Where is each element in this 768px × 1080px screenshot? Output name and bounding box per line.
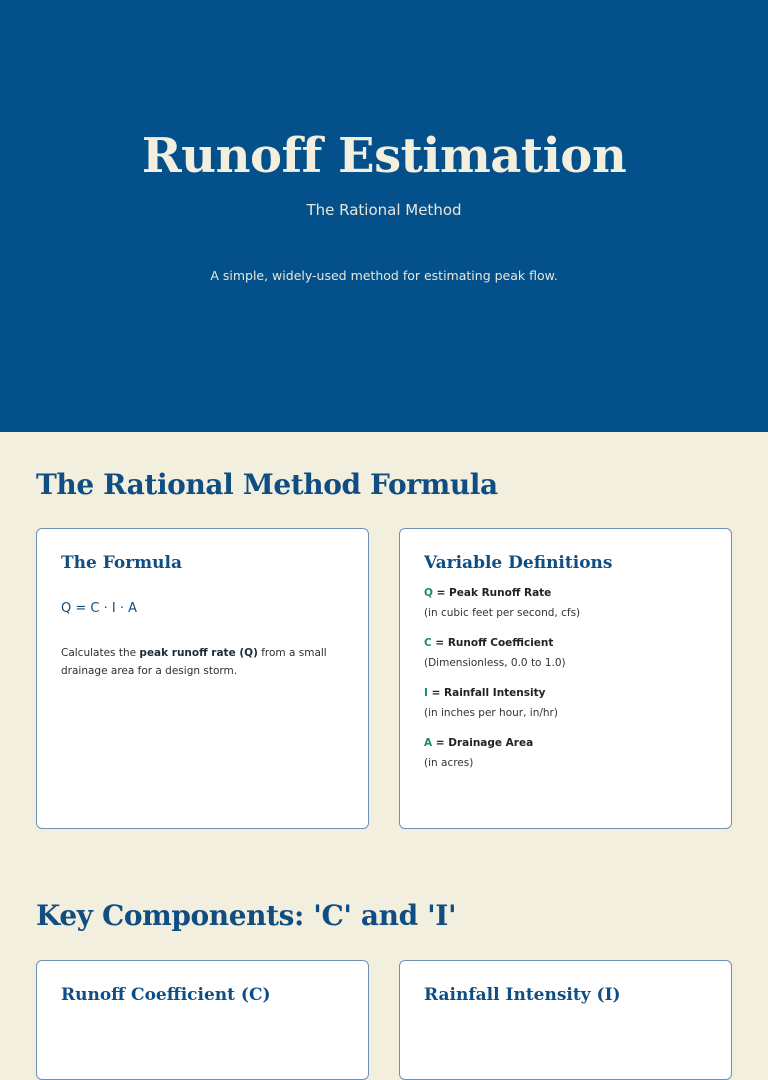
formula-equation: Q = C · I · A xyxy=(61,601,137,616)
variable-symbol: A xyxy=(424,737,433,749)
rainfall-intensity-card xyxy=(399,960,732,1080)
variable-definitions-title: Variable Definitions xyxy=(424,553,613,573)
variable-c xyxy=(424,636,714,670)
variable-symbol: C xyxy=(424,637,432,649)
variable-label xyxy=(424,586,714,600)
formula-card-title: The Formula xyxy=(61,553,183,573)
page-subtitle: The Rational Method xyxy=(306,201,462,219)
variable-i xyxy=(424,686,714,720)
variable-name: = Drainage Area xyxy=(432,737,534,749)
formula-card xyxy=(36,528,369,829)
variable-label xyxy=(424,636,714,650)
runoff-coefficient-card xyxy=(36,960,369,1080)
variable-label xyxy=(424,686,714,700)
variable-q xyxy=(424,586,714,620)
page-title: Runoff Estimation xyxy=(141,128,627,184)
hero-tagline: A simple, widely-used method for estimating peak flow. xyxy=(210,268,558,283)
variable-a xyxy=(424,736,714,770)
formula-description xyxy=(61,644,351,680)
variable-symbol: I xyxy=(424,687,428,699)
variable-definitions-card xyxy=(399,528,732,829)
variable-name: = Rainfall Intensity xyxy=(427,687,546,699)
variable-unit: (in acres) xyxy=(424,757,474,769)
formula-desc-text-end: from a small drainage area for a design storm. xyxy=(61,647,327,677)
variable-symbol: Q xyxy=(424,587,433,599)
runoff-coefficient-title: Runoff Coefficient (C) xyxy=(61,985,271,1005)
formula-section-heading: The Rational Method Formula xyxy=(36,468,498,501)
variable-name: = Runoff Coefficient xyxy=(431,637,554,649)
formula-desc-emphasis: peak runoff rate (Q) xyxy=(139,647,258,659)
variable-name: = Peak Runoff Rate xyxy=(432,587,552,599)
components-section-heading: Key Components: 'C' and 'I' xyxy=(36,899,457,932)
variable-unit: (in cubic feet per second, cfs) xyxy=(424,607,581,619)
variable-label xyxy=(424,736,714,750)
variable-unit: (Dimensionless, 0.0 to 1.0) xyxy=(424,657,566,669)
hero-banner xyxy=(0,0,768,432)
formula-desc-text: Calculates the xyxy=(61,647,140,659)
rainfall-intensity-title: Rainfall Intensity (I) xyxy=(424,985,621,1005)
variable-unit: (in inches per hour, in/hr) xyxy=(424,707,558,719)
